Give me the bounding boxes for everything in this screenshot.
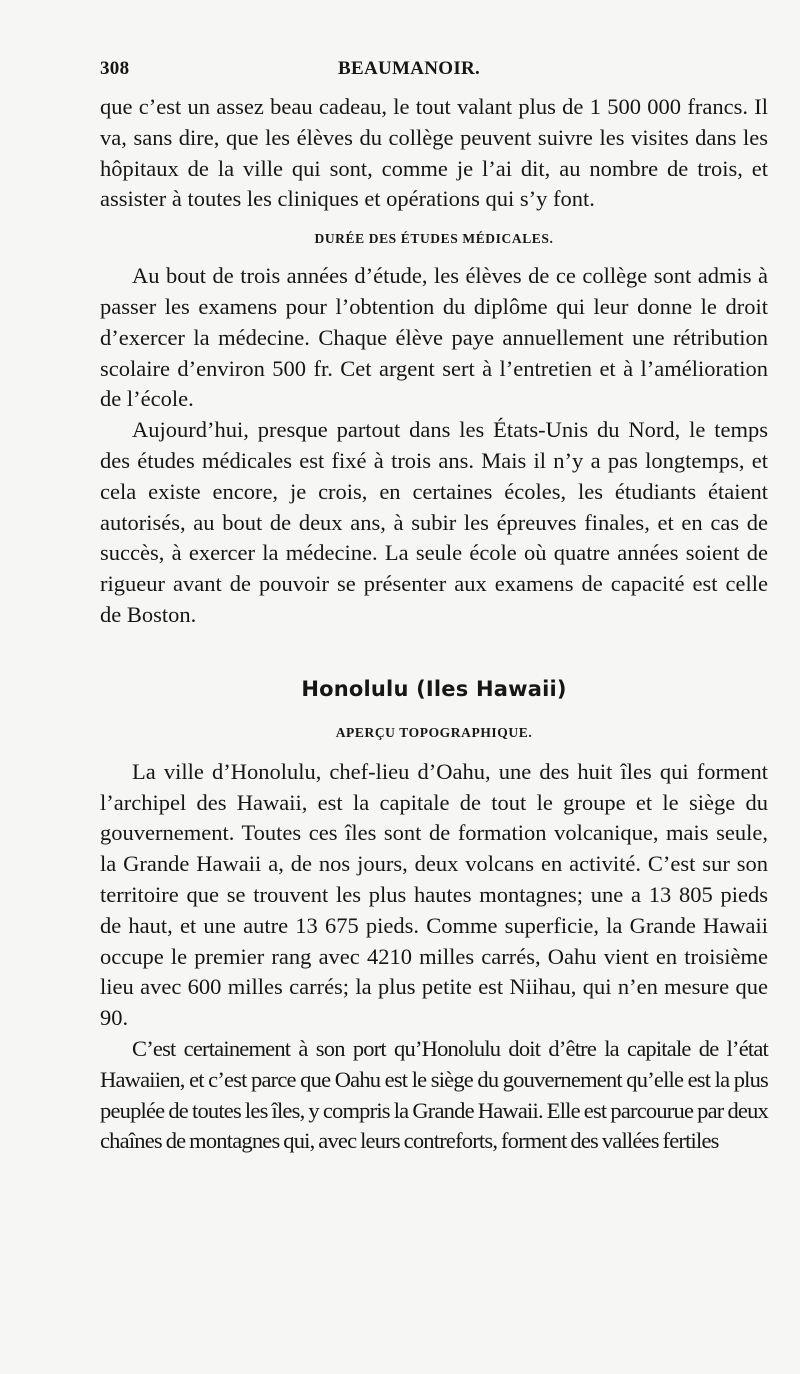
- paragraph-port-honolulu: C’est certainement à son port qu’Honolulu doit d’être la capitale de l’état Hawaiien, et c’est parce que Oahu est le siège du gouvernement qu’elle est la plus peuplée de toutes les îles, y compris la Grande Hawaii. Elle est parcourue par deux chaînes de montagnes qui, avec leurs contreforts, forment des vallées fertiles: [100, 1035, 768, 1154]
- body-text: [100, 92, 768, 1157]
- paragraph-examens: Au bout de trois années d’étude, les élèves de ce collège sont admis à passer les examens pour l’obtention du diplôme qui leur donne le droit d’exercer la médecine. Chaque élève paye annuellement une rétribution scolaire d’environ 500 fr. Cet argent sert à l’entretien et à l’amélioration de l’école.: [100, 263, 768, 412]
- paragraph-duree-etats-unis: Aujourd’hui, presque partout dans les États-Unis du Nord, le temps des études médicales est fixé à trois ans. Mais il n’y a pas longtemps, et cela existe encore, je crois, en certaines écoles, les étudiants étaient autorisés, au bout de deux ans, à subir les épreuves finales, et en cas de succès, à exercer la médecine. La seule école où quatre années soient de rigueur avant de pouvoir se présenter aux examens de capacité est celle de Boston.: [100, 417, 768, 627]
- section-heading-honolulu: Honolulu (Iles Hawaii): [301, 676, 567, 701]
- section-heading-duree-etudes: DURÉE DES ÉTUDES MÉDICALES.: [314, 231, 554, 247]
- paragraph-college-cadeau: que c’est un assez beau cadeau, le tout valant plus de 1 500 000 francs. Il va, sans dire, que les élèves du collège peuvent suivre les visites dans les hôpitaux de la ville qui sont, comme je l’ai dit, au nombre de trois, et assister à toutes les cliniques et opérations qui s’y font.: [100, 94, 768, 212]
- running-title: BEAUMANOIR.: [338, 58, 481, 79]
- sub-heading-apercu-topographique: APERÇU TOPOGRAPHIQUE.: [335, 724, 533, 740]
- page-number: 308: [100, 58, 130, 79]
- running-head: [100, 58, 772, 88]
- paragraph-ville-honolulu: La ville d’Honolulu, chef-lieu d’Oahu, une des huit îles qui forment l’archipel des Hawaii, est la capitale de tout le groupe et le siège du gouvernement. Toutes ces îles sont de formation volcanique, mais seule, la Grande Hawaii a, de nos jours, deux volcans en activité. C’est sur son territoire que se trouvent les plus hautes montagnes; une a 13 805 pieds de haut, et une autre 13 675 pieds. Comme superficie, la Grande Hawaii occupe le premier rang avec 4210 milles carrés, Oahu vient en troisième lieu avec 600 milles carrés; la plus petite est Niihau, qui n’en mesure que 90.: [100, 758, 768, 1031]
